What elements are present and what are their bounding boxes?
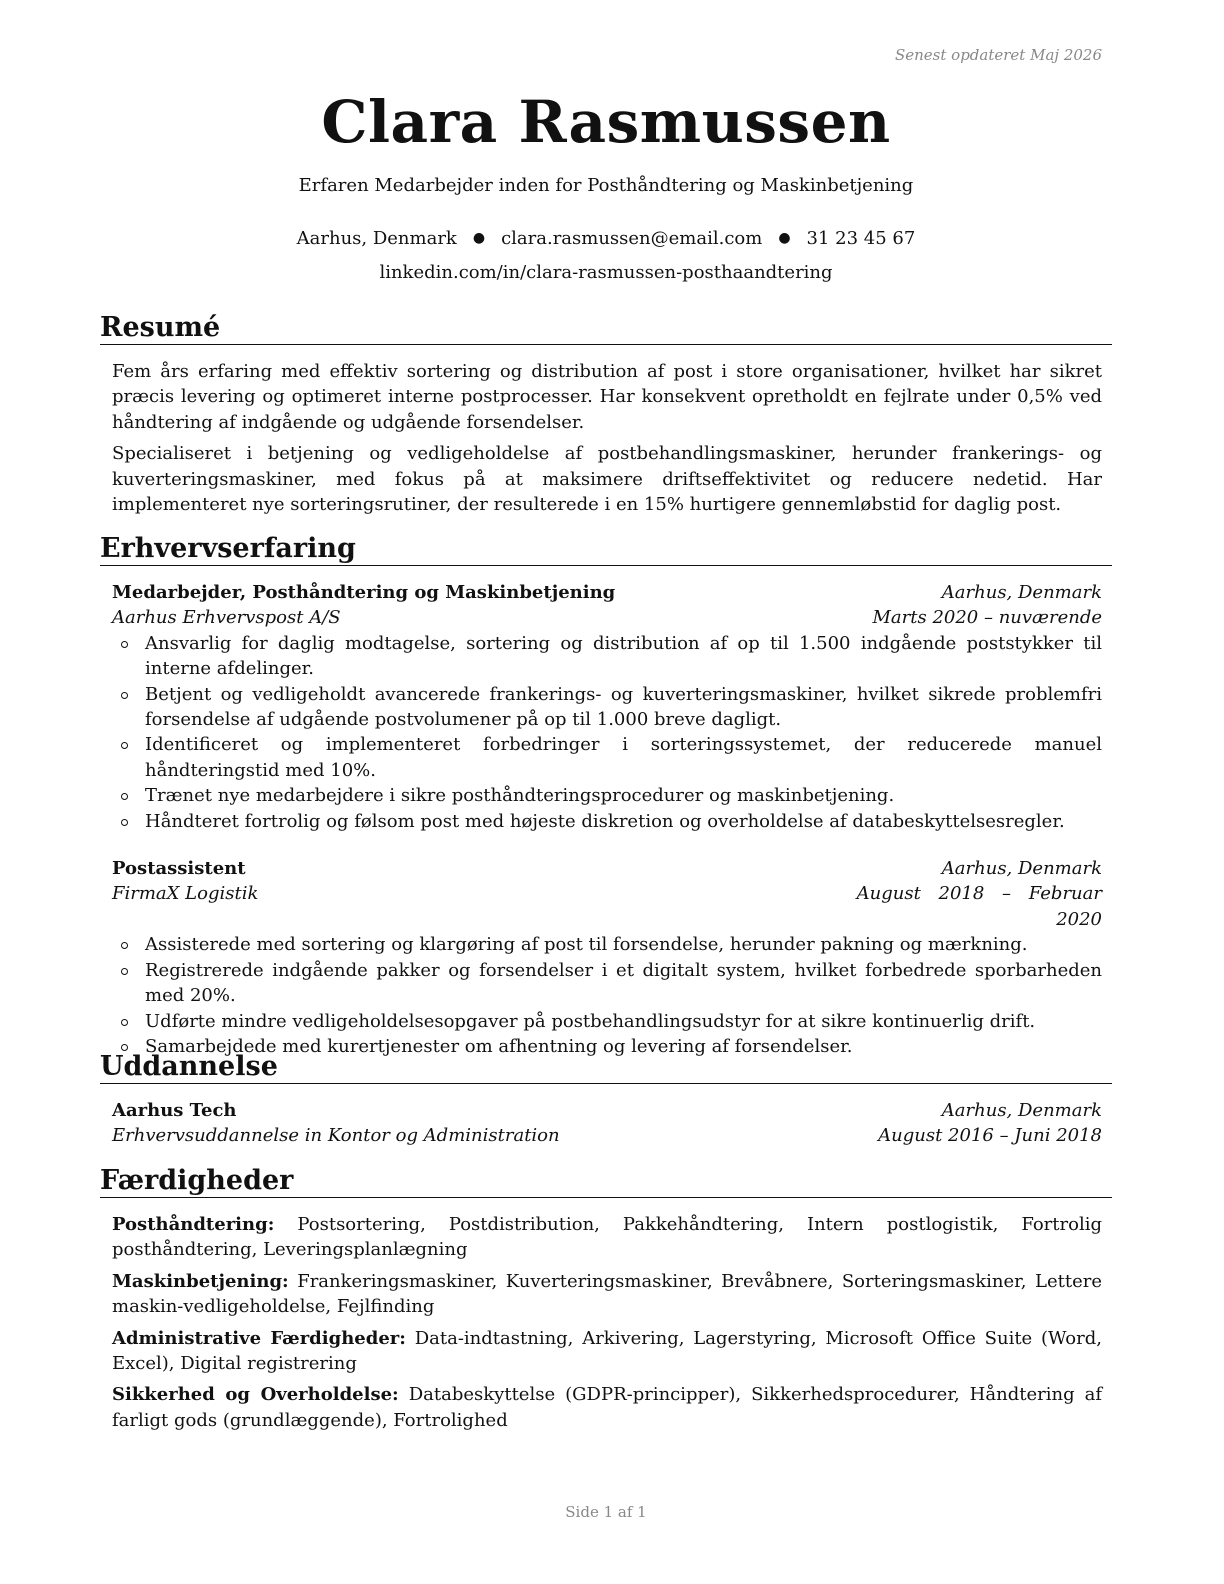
job-company: Aarhus Erhvervspost A/S [112, 607, 341, 629]
list-item: Betjent og vedligeholdt avancerede frankerings- og kuverteringsmaskiner, hvilket sikrede problemfri forsendelse af udgående postvolumener på op til 1.000 breve dagligt. [112, 682, 1102, 733]
job-bullet-list [112, 631, 1102, 834]
job-subheader [112, 605, 1102, 630]
education-school: Aarhus Tech [112, 1100, 237, 1121]
circle-bullet-icon [121, 692, 128, 699]
education-section [100, 1051, 1112, 1149]
page-number: Side 1 af 1 [565, 1503, 647, 1521]
job-company: FirmaX Logistik [112, 883, 259, 905]
summary-section [100, 312, 1112, 517]
job-bullet-list [112, 932, 1102, 1059]
contact-linkedin[interactable]: linkedin.com/in/clara-rasmussen-posthaandtering [379, 262, 833, 283]
section-title-education: Uddannelse [100, 1051, 1112, 1084]
candidate-name: Clara Rasmussen [321, 88, 891, 156]
section-title-summary: Resumé [100, 312, 1112, 345]
skill-group [112, 1212, 1102, 1263]
list-item: Udførte mindre vedligeholdelsesopgaver på postbehandlingsudstyr for at sikre kontinuerlig drift. [112, 1009, 1102, 1034]
skill-group [112, 1269, 1102, 1320]
job-location: Aarhus, Denmark [941, 582, 1102, 603]
skill-text: Data-indtastning, Arkivering, Lagerstyring, Microsoft Office Suite (Word, Excel), Digital registrering [112, 1327, 1102, 1375]
experience-section [100, 533, 1112, 1059]
education-header [112, 1098, 1102, 1123]
circle-bullet-icon [121, 819, 128, 826]
job-subheader [112, 881, 1102, 932]
candidate-headline: Erfaren Medarbejder inden for Posthåndtering og Maskinbetjening [298, 175, 914, 196]
bullet-separator-icon: ● [778, 230, 791, 246]
list-item: Ansvarlig for daglig modtagelse, sortering og distribution af op til 1.500 indgående poststykker til interne afdelinger. [112, 631, 1102, 682]
contact-line [100, 228, 1112, 249]
job-entry [100, 856, 1112, 1059]
contact-location: Aarhus, Denmark [296, 228, 457, 249]
circle-bullet-icon [121, 641, 128, 648]
list-item: Identificeret og implementeret forbedringer i sorteringssystemet, der reducerede manuel håndteringstid med 10%. [112, 732, 1102, 783]
job-header [112, 580, 1102, 605]
summary-paragraph: Fem års erfaring med effektiv sortering og distribution af post i store organisationer, hvilket har sikret præcis levering og optimeret interne postprocesser. Har konsekvent opretholdt en fejlrate under 0,5% ved håndtering af indgående og udgående forsendelser. [112, 361, 1102, 433]
job-location: Aarhus, Denmark [941, 858, 1102, 880]
list-item: Håndteret fortrolig og følsom post med højeste diskretion og overholdelse af databeskyttelsesregler. [112, 809, 1102, 834]
job-role: Postassistent [112, 858, 246, 880]
last-updated: Senest opdateret Maj 2026 [894, 46, 1102, 64]
bullet-separator-icon: ● [472, 230, 486, 246]
circle-bullet-icon [121, 1019, 128, 1026]
job-entry [100, 580, 1112, 834]
education-location: Aarhus, Denmark [941, 1100, 1102, 1121]
skill-group [112, 1382, 1102, 1433]
summary-paragraph: Specialiseret i betjening og vedligeholdelse af postbehandlingsmaskiner, herunder frankerings- og kuverteringsmaskiner, med fokus på at maksimere driftseffektivitet og reducere nedetid. Har implementeret nye sorteringsrutiner, der resulterede i en 15% hurtigere gennemløbstid for daglig post. [112, 443, 1102, 516]
circle-bullet-icon [121, 1044, 128, 1051]
job-header [112, 856, 1102, 881]
education-subheader [112, 1123, 1102, 1148]
contact-email[interactable]: clara.rasmussen@email.com [501, 228, 763, 249]
skill-group [112, 1326, 1102, 1377]
section-title-skills: Færdigheder [100, 1165, 1112, 1198]
skill-text: Databeskyttelse (GDPR-principper), Sikkerhedsprocedurer, Håndtering af farligt gods (grundlæggende), Fortrolighed [112, 1384, 1103, 1431]
circle-bullet-icon [121, 942, 128, 949]
skill-label: Administrative Færdigheder: [112, 1327, 406, 1349]
list-item: Samarbejdede med kurertjenester om afhentning og levering af forsendelser. [112, 1034, 1102, 1059]
education-dates: August 2016 – Juni 2018 [878, 1125, 1102, 1147]
job-role: Medarbejder, Posthåndtering og Maskinbetjening [112, 582, 616, 603]
resume-page [100, 0, 1112, 1584]
circle-bullet-icon [121, 742, 128, 749]
skill-text: Postsortering, Postdistribution, Pakkehåndtering, Intern postlogistik, Fortrolig posthåndtering, Leveringsplanlægning [112, 1214, 1102, 1261]
list-item: Assisterede med sortering og klargøring af post til forsendelse, herunder pakning og mærkning. [112, 932, 1102, 957]
skill-label: Posthåndtering: [112, 1214, 275, 1235]
job-dates: August 2018 – Februar 2020 [856, 883, 1102, 930]
skill-text: Frankeringsmaskiner, Kuverteringsmaskiner, Brevåbnere, Sorteringsmaskiner, Lettere maskin-vedligeholdelse, Fejlfinding [112, 1270, 1102, 1318]
skills-section [100, 1165, 1112, 1433]
contact-phone: 31 23 45 67 [806, 228, 916, 249]
education-degree: Erhvervsuddannelse in Kontor og Administration [112, 1125, 560, 1147]
circle-bullet-icon [121, 793, 128, 800]
circle-bullet-icon [121, 968, 128, 975]
skill-label: Maskinbetjening: [112, 1270, 289, 1292]
job-dates: Marts 2020 – nuværende [872, 607, 1102, 629]
list-item: Trænet nye medarbejdere i sikre posthåndteringsprocedurer og maskinbetjening. [112, 783, 1102, 808]
list-item: Registrerede indgående pakker og forsendelser i et digitalt system, hvilket forbedrede sporbarheden med 20%. [112, 958, 1102, 1009]
section-title-experience: Erhvervserfaring [100, 533, 1112, 566]
skill-label: Sikkerhed og Overholdelse: [112, 1384, 399, 1406]
